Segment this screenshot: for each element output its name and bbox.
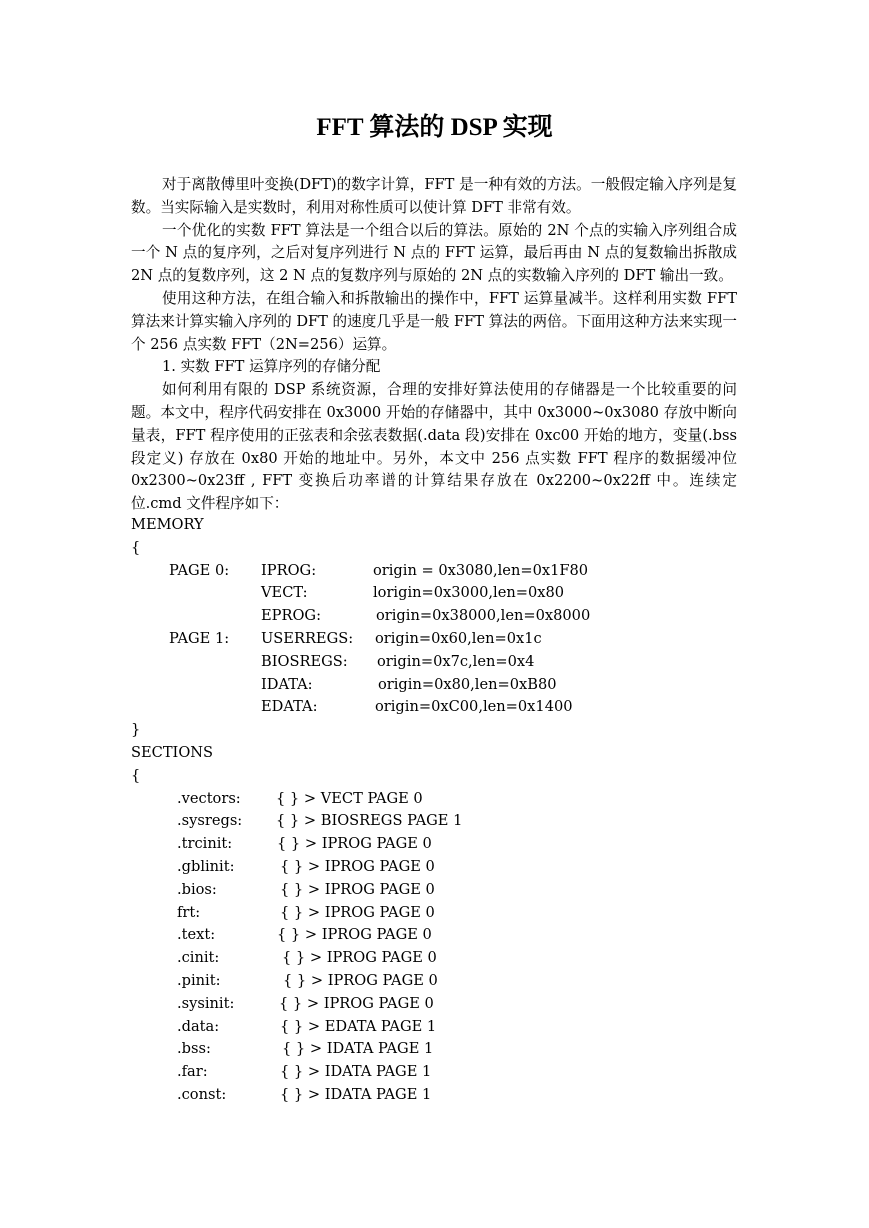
section-value: { } > BIOSREGS PAGE 1: [276, 812, 463, 830]
section-row: [131, 856, 751, 879]
section-name: .vectors:: [177, 789, 241, 807]
section-name: .text:: [177, 926, 216, 944]
open-brace: {: [131, 766, 141, 784]
section-row: [131, 924, 751, 947]
sections-keyword: SECTIONS: [131, 744, 214, 761]
memory-value: origin=0xC00,len=0x1400: [375, 698, 573, 716]
section-name: .data:: [177, 1017, 220, 1035]
section-value: { } > IPROG PAGE 0: [277, 835, 432, 853]
section-row: [131, 1061, 751, 1084]
section-name: .cinit:: [177, 949, 220, 967]
memory-value: lorigin=0x3000,len=0x80: [373, 584, 565, 602]
section-name: .gblinit:: [177, 857, 235, 875]
memory-row: [131, 696, 751, 719]
section-name: .bios:: [177, 880, 217, 898]
section-value: { } > IPROG PAGE 0: [279, 994, 434, 1012]
section-heading: 1. 实数 FFT 运算序列的存储分配: [162, 358, 381, 376]
section-value: { } > IPROG PAGE 0: [280, 857, 435, 875]
section-name: .sysinit:: [177, 994, 235, 1012]
section-name: frt:: [177, 903, 201, 921]
memory-row: [131, 674, 751, 697]
memory-row: [131, 560, 751, 583]
memory-row: [131, 582, 751, 605]
section-value: { } > IPROG PAGE 0: [283, 971, 438, 989]
memory-value: origin=0x7c,len=0x4: [377, 652, 535, 670]
section-name: .bss:: [177, 1040, 211, 1058]
memory-name: IPROG:: [261, 561, 317, 579]
section-value: { } > IDATA PAGE 1: [280, 1063, 432, 1081]
section-name: .trcinit:: [177, 835, 233, 853]
memory-name: BIOSREGS:: [261, 652, 348, 670]
section-value: { } > EDATA PAGE 1: [280, 1017, 437, 1035]
open-brace: {: [131, 538, 141, 556]
memory-name: EDATA:: [261, 698, 318, 716]
memory-row: [131, 628, 751, 651]
section-value: { } > IPROG PAGE 0: [280, 880, 435, 898]
section-row: [131, 993, 751, 1016]
section-value: { } > IDATA PAGE 1: [280, 1085, 432, 1103]
memory-name: VECT:: [261, 584, 308, 602]
section-name: .const:: [177, 1085, 227, 1103]
memory-page-label: PAGE 0:: [169, 561, 230, 579]
close-brace: }: [131, 721, 141, 739]
memory-keyword: MEMORY: [131, 516, 204, 533]
memory-value: origin=0x38000,len=0x8000: [376, 607, 591, 625]
section-name: .far:: [177, 1063, 208, 1081]
section-row: [131, 879, 751, 902]
section-row: [131, 902, 751, 925]
section-row: [131, 1038, 751, 1061]
section-row: [131, 810, 751, 833]
section-value: { } > IPROG PAGE 0: [277, 926, 432, 944]
body-text: [131, 174, 737, 516]
sections-block: [131, 742, 751, 1107]
section-row: [131, 947, 751, 970]
memory-block: [131, 514, 751, 742]
memory-name: IDATA:: [261, 675, 313, 693]
paragraph: 使用这种方法，在组合输入和拆散输出的操作中，FFT 运算量减半。这样利用实数 FFT 算法来计算实输入序列的 DFT 的速度几乎是一般 FFT 算法的两倍。下面用这种方法来实现一个 256 点实数 FFT（2N=256）运算。: [131, 289, 737, 353]
section-row: [131, 788, 751, 811]
paragraph: 对于离散傅里叶变换(DFT)的数字计算，FFT 是一种有效的方法。一般假定输入序列是复数。当实际输入是实数时，利用对称性质可以使计算 DFT 非常有效。: [131, 176, 737, 216]
section-row: [131, 833, 751, 856]
paragraph: 一个优化的实数 FFT 算法是一个组合以后的算法。原始的 2N 个点的实输入序列组合成一个 N 点的复序列，之后对复序列进行 N 点的 FFT 运算，最后再由 N 点的复数输出拆散成 2N 点的复数序列，这 2 N 点的复数序列与原始的 2N 点的实数输入序列的 DFT 输出一致。: [131, 221, 737, 285]
memory-page-label: PAGE 1:: [169, 629, 230, 647]
paragraph: 如何利用有限的 DSP 系统资源，合理的安排好算法使用的存储器是一个比较重要的问题。本文中，程序代码安排在 0x3000 开始的存储器中，其中 0x3000~0x3080 存放中断向量表，FFT 程序使用的正弦表和余弦表数据(.data 段)安排在 0xc00 开始的地方，变量(.bss 段定义) 存放在 0x80 开始的地址中。另外，本文中 256 点实数 FFT 程序的数据缓冲位 0x2300~0x23ff , FFT 变换后功率谱的计算结果存放在 0x2200~0x22ff 中。连续定位.cmd 文件程序如下：: [131, 381, 737, 513]
memory-name: EPROG:: [261, 607, 321, 625]
section-row: [131, 1084, 751, 1107]
memory-value: origin=0x80,len=0xB80: [378, 675, 557, 693]
section-value: { } > IPROG PAGE 0: [280, 903, 435, 921]
section-value: { } > VECT PAGE 0: [276, 789, 423, 807]
section-name: .sysregs:: [177, 812, 243, 830]
memory-row: [131, 605, 751, 628]
section-row: [131, 970, 751, 993]
memory-value: origin=0x60,len=0x1c: [375, 629, 542, 647]
memory-value: origin = 0x3080,len=0x1F80: [373, 561, 589, 579]
section-value: { } > IDATA PAGE 1: [282, 1040, 434, 1058]
section-row: [131, 1016, 751, 1039]
memory-name: USERREGS:: [261, 629, 354, 647]
document-title: FFT 算法的 DSP 实现: [316, 114, 553, 141]
section-name: .pinit:: [177, 971, 221, 989]
section-value: { } > IPROG PAGE 0: [282, 949, 437, 967]
memory-row: [131, 651, 751, 674]
